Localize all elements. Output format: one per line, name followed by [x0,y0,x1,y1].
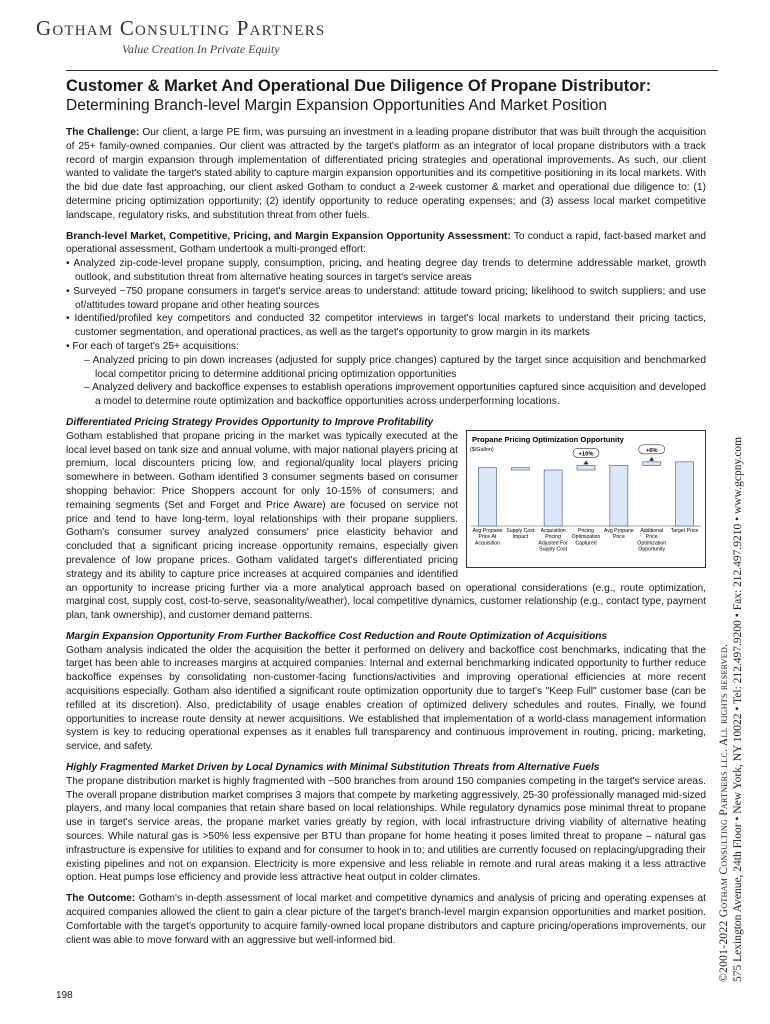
sub-bullets [75,354,706,409]
title-line-2: Determining Branch-level Margin Expansion Opportunities And Market Position [66,97,608,114]
title-rule [66,70,718,71]
pricing-heading: Differentiated Pricing Strategy Provides Opportunity to Improve Profitability [66,416,434,428]
firm-name: Gotham Consulting Partners [36,16,326,40]
chart-title: Propane Pricing Optimization Opportunity [472,434,624,444]
chart-category-label: Opportunity [638,546,666,553]
backoffice-text: Gotham analysis indicated the older the acquisition the better it performed on delivery and backoffice cost benchmarks, indicating that the target has been able to increases margins at acquired companies. Internal and external benchmarking indicated opportunity to further reduce backoffice expenses by consolidating non-customer-facing functions/activities and improving operational efficiencies at more recent acquisitions especially. Gotham also identified a significant route optimization opportunity due to target's "Keep Full" customer base (can be refilled at its discretion). Also, predictability of usage enables creation of optimized delivery schedules and routes. Finally, we found opportunities to increase route density at newer acquisitions. We established that implementation of a world-class management information system is key to reducing operational expenses as it enables full transparency and continuous improvement in routing, pricing, marketing, service, and safety. [66,644,706,753]
chart-category-label: Pricing [545,533,562,540]
challenge-paragraph [66,126,706,223]
chart-category-label: Supply Cost [506,527,535,534]
chart-annotation-label: +6% [645,447,658,454]
challenge-label: The Challenge: [66,127,140,138]
chart-bar [610,465,628,526]
chart-canvas [467,431,705,567]
chart-category-label: Adjusted For [538,540,568,547]
copyright-notice: ©2001-2022 Gotham Consulting Partners llc. All rights reserved. [718,643,730,982]
outcome-paragraph [66,892,706,947]
chart-bar [676,462,694,526]
chart-bar [643,462,661,466]
case-study-body [66,126,706,947]
chart-y-label: ($/Gallon) [470,446,494,453]
pricing-text: Gotham established that propane pricing in the market was typically executed at the local level based on tank size and annual volume, with major national players pricing at premium, local discounters pricing low, and regional/quality local players pricing somewhere in between. Gotham identified 3 consumer segments based on consumer shopping behavior: Price Shoppers account for only 10-15% of consumers; and remaining segments (Set and Forget and Price Aware) are focused on service not price and tend to have long-term, loyal relationships with their propane suppliers. Gotham's consumer survey analyzed consumers' price elasticity behavior and concluded that a significant pricing increase opportunity remains, especially given prevalence of low propane prices. Gotham validated target's differentiated pricing strategy and its ability to capture price increases at acquired companies and identified an opportunity to increase pricing further via a more analytical approach based on operational considerations (e.g., route optimization, marginal cost, supply cost, cost-to-serve, seasonality/weather), local competitive dynamics, customer relationship (e.g., contact type, payment plan, tank ownership), and customer demand patterns. [66,430,706,622]
title-line-1: Customer & Market And Operational Due Diligence Of Propane Distributor: [66,77,652,95]
firm-logo [36,16,325,57]
chart-category-label: Price [645,533,658,540]
bullet-item: • Analyzed zip-code-level propane supply, consumption, pricing, and heating degree day trends to determine addressable market, growth outlook, and substitution threat from alternative heating sources in target's service areas [66,258,706,283]
fragmented-heading: Highly Fragmented Market Driven by Local Dynamics with Minimal Substitution Threats from Alternative Fuels [66,762,600,774]
chart-category-label: Price At [478,533,497,540]
pricing-section [66,430,706,623]
chart-annotation-arrow [584,460,589,464]
firm-tagline: Value Creation In Private Equity [122,42,280,56]
chart-bar [577,465,595,470]
chart-category-label: Optimization [637,540,667,547]
page-title [66,76,718,116]
chart-category-label: Target Price [670,527,699,534]
chart-category-label: Captured [575,540,597,547]
outcome-text: Gotham's in-depth assessment of local market and competitive dynamics and analysis of pricing and operating expenses at acquired companies allowed the client to gain a clear picture of the target's branch-level margin expansion opportunities and market position. Comfortable with the target's opportunity to acquire family-owned local propane distributors and capture pricing/operations improvements, our client was able to move forward with an aggressive but well-informed bid. [66,893,706,946]
assessment-paragraph [66,230,706,258]
page-number: 198 [56,990,73,1001]
address-line: 575 Lexington Avenue, 24th Floor • New York, NY 10022 • Tel: 212.497.9200 • Fax: 212.497.9210 • www.gcpny.com [732,436,744,982]
chart-annotation-arrow [649,457,654,461]
sub-bullet-item: – Analyzed pricing to pin down increases (adjusted for supply price changes) captured by the target since acquisition and benchmarked local competitor pricing to determine additional pricing optimization opportunities [84,354,706,380]
chart-bar [511,467,529,469]
chart-category-label: Avg Propane [472,527,503,534]
chart-category-label: Price [612,533,625,540]
bullet-item: • Surveyed ~750 propane consumers in target's service areas to understand: attitude toward pricing; likelihood to switch suppliers; and use of/attitudes toward propane and other heating sources [66,285,706,311]
chart-category-label: Pricing [578,527,594,534]
assessment-label: Branch-level Market, Competitive, Pricing, and Margin Expansion Opportunity Assessment: [66,230,511,242]
outcome-label: The Outcome: [66,893,136,905]
chart-category-label: Acquisition [540,527,566,534]
bullet-item: • For each of target's 25+ acquisitions: – Analyzed pricing to pin down increases (adjusted for supply price changes) captured by the target since acquisition and benchmarked local competitor pricing to determine additional pricing optimization opportunities – Analyzed delivery and backoffice expenses to establish operations improvement opportunities captured since acquisition and developed a model to determine route optimization and backoffice opportunities across underperforming locations. [66,340,706,408]
pricing-optimization-chart [466,430,706,568]
challenge-text: Our client, a large PE firm, was pursuing an investment in a leading propane distributor that was built through the acquisition of 25+ family-owned companies. Our client was attracted by the target's platform as an integrator of local propane distributors with a track record of margin expansion through implementation of differentiated pricing strategies and operational improvements. As such, our client wanted to validate the target's stated ability to capture margin expansion opportunities and its competitive positioning in its local markets. With the bid due date fast approaching, our client asked Gotham to conduct a 2-week customer & market and operational due diligence to: (1) determine pricing optimization opportunity; (2) identify opportunity to reduce operating expenses; and (3) assess local market competitive landscape, regulatory risks, and substitution threat from other fuels. [66,127,706,221]
chart-category-label: Acquisition [474,540,500,547]
chart-bar [544,470,562,526]
chart-category-label: Optimization [571,533,601,540]
chart-bar [478,467,496,525]
bullet-item: • Identified/profiled key competitors and conducted 32 competitor interviews in target's local markets to understand their pricing tactics, customer segmentation, and operational practices, as well as the target's opportunity to grow margin in its markets [66,313,706,339]
sub-bullet-item: – Analyzed delivery and backoffice expenses to establish operations improvement opportunities captured since acquisition and developed a model to determine route optimization and backoffice opportunities across underperforming locations. [84,382,706,408]
assessment-bullets [66,257,706,409]
backoffice-heading: Margin Expansion Opportunity From Further Backoffice Cost Reduction and Route Optimization of Acquisitions [66,630,608,642]
chart-category-label: Additional [640,527,664,534]
fragmented-text: The propane distribution market is highly fragmented with ~500 branches from around 150 companies competing in the target's service areas. The overall propane distribution market comprises 3 majors that compete by marketing aggressively, 25-30 professionally managed mid-sized players, and many local companies that retain share based on local relationships. While regulatory dynamics pose minimal threat to propane use in target's service areas, the propane market varies greatly by region, with local infrastructure driving viability of alternative heating sources. While natural gas is >50% less expensive per BTU than propane for home heating it poses limited threat to propane – natural gas infrastructure is expensive for utilities to expand and for consumer to hook in to; and utilities are currently focused on replacing/upgrading their existing pipelines and not on expansion. Electricity is more expensive and less reliable in remote and rural areas making it a less attractive option. Heat pumps lose efficiency and provide less attractive heat output in colder climates. [66,775,706,884]
assessment-text: To conduct a rapid, fact-based market and operational assessment, Gotham undertook a multi-pronged effort: [66,230,707,256]
chart-category-label: Avg Propane [603,527,634,534]
chart-annotation-label: +10% [578,451,594,458]
chart-category-label: Supply Cost [539,546,568,553]
chart-category-label: Impact [512,533,529,540]
